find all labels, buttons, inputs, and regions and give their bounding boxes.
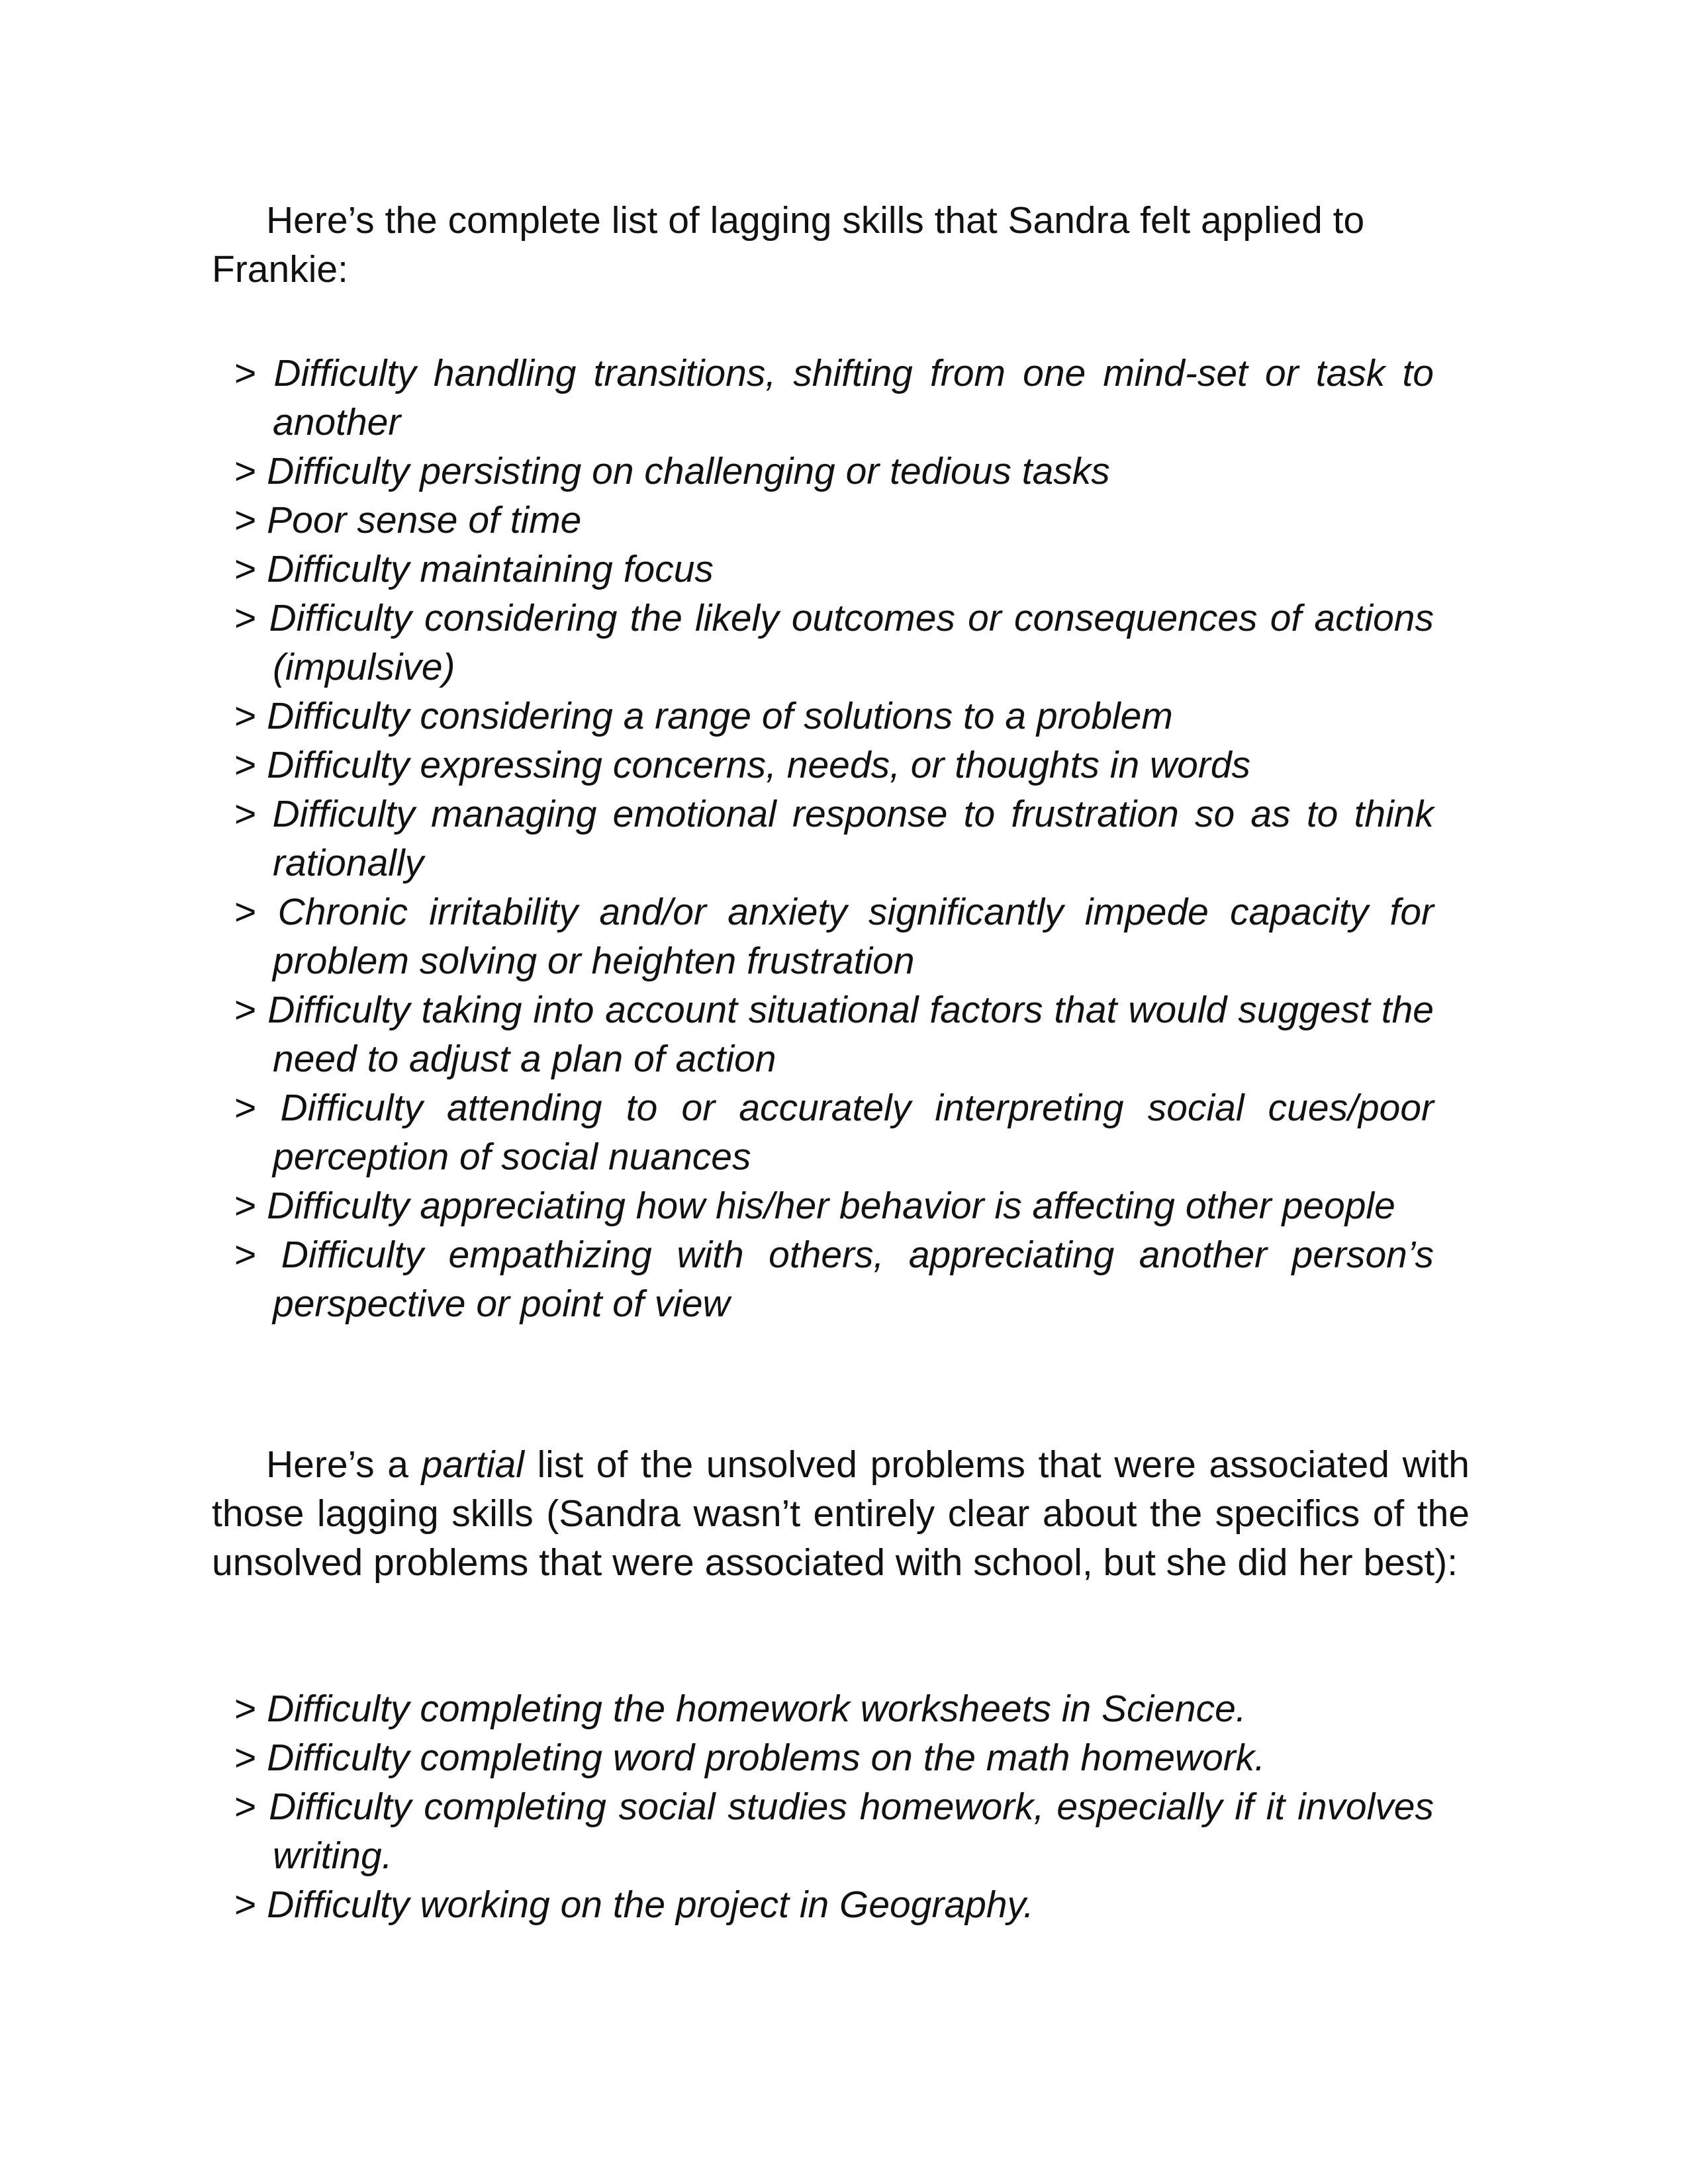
- list-item-text: Chronic irritability and/or anxiety significantly impede capacity for problem solving or heighten frustration: [273, 891, 1434, 982]
- list-item-text: Difficulty completing word problems on the math homework.: [267, 1737, 1266, 1779]
- list-marker: >: [234, 352, 257, 394]
- list-item: [234, 1083, 1434, 1181]
- list-item-text: Poor sense of time: [267, 499, 582, 541]
- list-marker: >: [234, 1234, 257, 1276]
- list-item-text: Difficulty appreciating how his/her behavior is affecting other people: [267, 1185, 1395, 1227]
- list-marker: >: [234, 1688, 257, 1730]
- list-item-text: Difficulty empathizing with others, appreciating another person’s perspective or point of view: [273, 1234, 1434, 1325]
- list-item-text: Difficulty considering a range of solutions to a problem: [267, 695, 1173, 737]
- list-marker: >: [234, 744, 257, 786]
- list-marker: >: [234, 597, 257, 639]
- intro-paragraph-text: Here’s the complete list of lagging skills that Sandra felt applied to Frankie:: [212, 199, 1365, 291]
- list-marker: >: [234, 1087, 257, 1129]
- unsolved-problems-paragraph: [212, 1440, 1470, 1587]
- list-item: [234, 985, 1434, 1083]
- list-item: [234, 496, 1434, 545]
- list-item-text: Difficulty handling transitions, shifting from one mind-set or task to another: [273, 352, 1434, 443]
- list-item: [234, 887, 1434, 985]
- list-item-text: Difficulty completing the homework worksheets in Science.: [267, 1688, 1246, 1730]
- list-item: [234, 1684, 1434, 1733]
- list-item-text: Difficulty completing social studies homework, especially if it involves writing.: [269, 1786, 1434, 1877]
- list-marker: >: [234, 450, 257, 492]
- list-item: [234, 1880, 1434, 1929]
- list-item: [234, 594, 1434, 692]
- lagging-skills-list: [234, 349, 1434, 1328]
- paragraph-emphasis: partial: [421, 1443, 524, 1486]
- list-marker: >: [234, 1786, 257, 1828]
- list-item: [234, 1230, 1434, 1328]
- list-item: [234, 1181, 1434, 1230]
- list-item-text: Difficulty persisting on challenging or tedious tasks: [267, 450, 1110, 492]
- list-marker: >: [234, 548, 257, 590]
- list-marker: >: [234, 891, 257, 933]
- list-item-text: Difficulty taking into account situational factors that would suggest the need to adjust a plan of action: [267, 989, 1434, 1080]
- list-marker: >: [234, 989, 257, 1031]
- list-marker: >: [234, 1737, 257, 1779]
- list-marker: >: [234, 1185, 257, 1227]
- list-item: [234, 447, 1434, 496]
- unsolved-problems-list: [234, 1684, 1434, 1929]
- list-item: [234, 741, 1434, 790]
- list-item-text: Difficulty managing emotional response to frustration so as to think rationally: [272, 793, 1434, 884]
- list-item-text: Difficulty expressing concerns, needs, or thoughts in words: [267, 744, 1251, 786]
- list-marker: >: [234, 793, 257, 835]
- list-marker: >: [234, 695, 257, 737]
- list-item-text: Difficulty attending to or accurately interpreting social cues/poor perception of social nuances: [273, 1087, 1434, 1178]
- intro-paragraph: [212, 196, 1470, 294]
- list-item-text: Difficulty working on the project in Geography.: [267, 1884, 1034, 1926]
- list-marker: >: [234, 499, 257, 541]
- list-item: [234, 1733, 1434, 1782]
- list-marker: >: [234, 1884, 257, 1926]
- list-item-text: Difficulty maintaining focus: [267, 548, 714, 590]
- list-item: [234, 692, 1434, 741]
- list-item-text: Difficulty considering the likely outcomes or consequences of actions (impulsive): [269, 597, 1434, 688]
- list-item: [234, 545, 1434, 594]
- list-item: [234, 349, 1434, 447]
- list-item: [234, 1782, 1434, 1880]
- list-item: [234, 790, 1434, 887]
- paragraph-text-start: Here’s a: [266, 1443, 422, 1486]
- paragraph-text-end: list of the unsolved problems that were associated with those lagging skills (Sandra wasn’t entirely clear about the specifics of the unsolved problems that were associated with school, but she did her best):: [212, 1443, 1470, 1584]
